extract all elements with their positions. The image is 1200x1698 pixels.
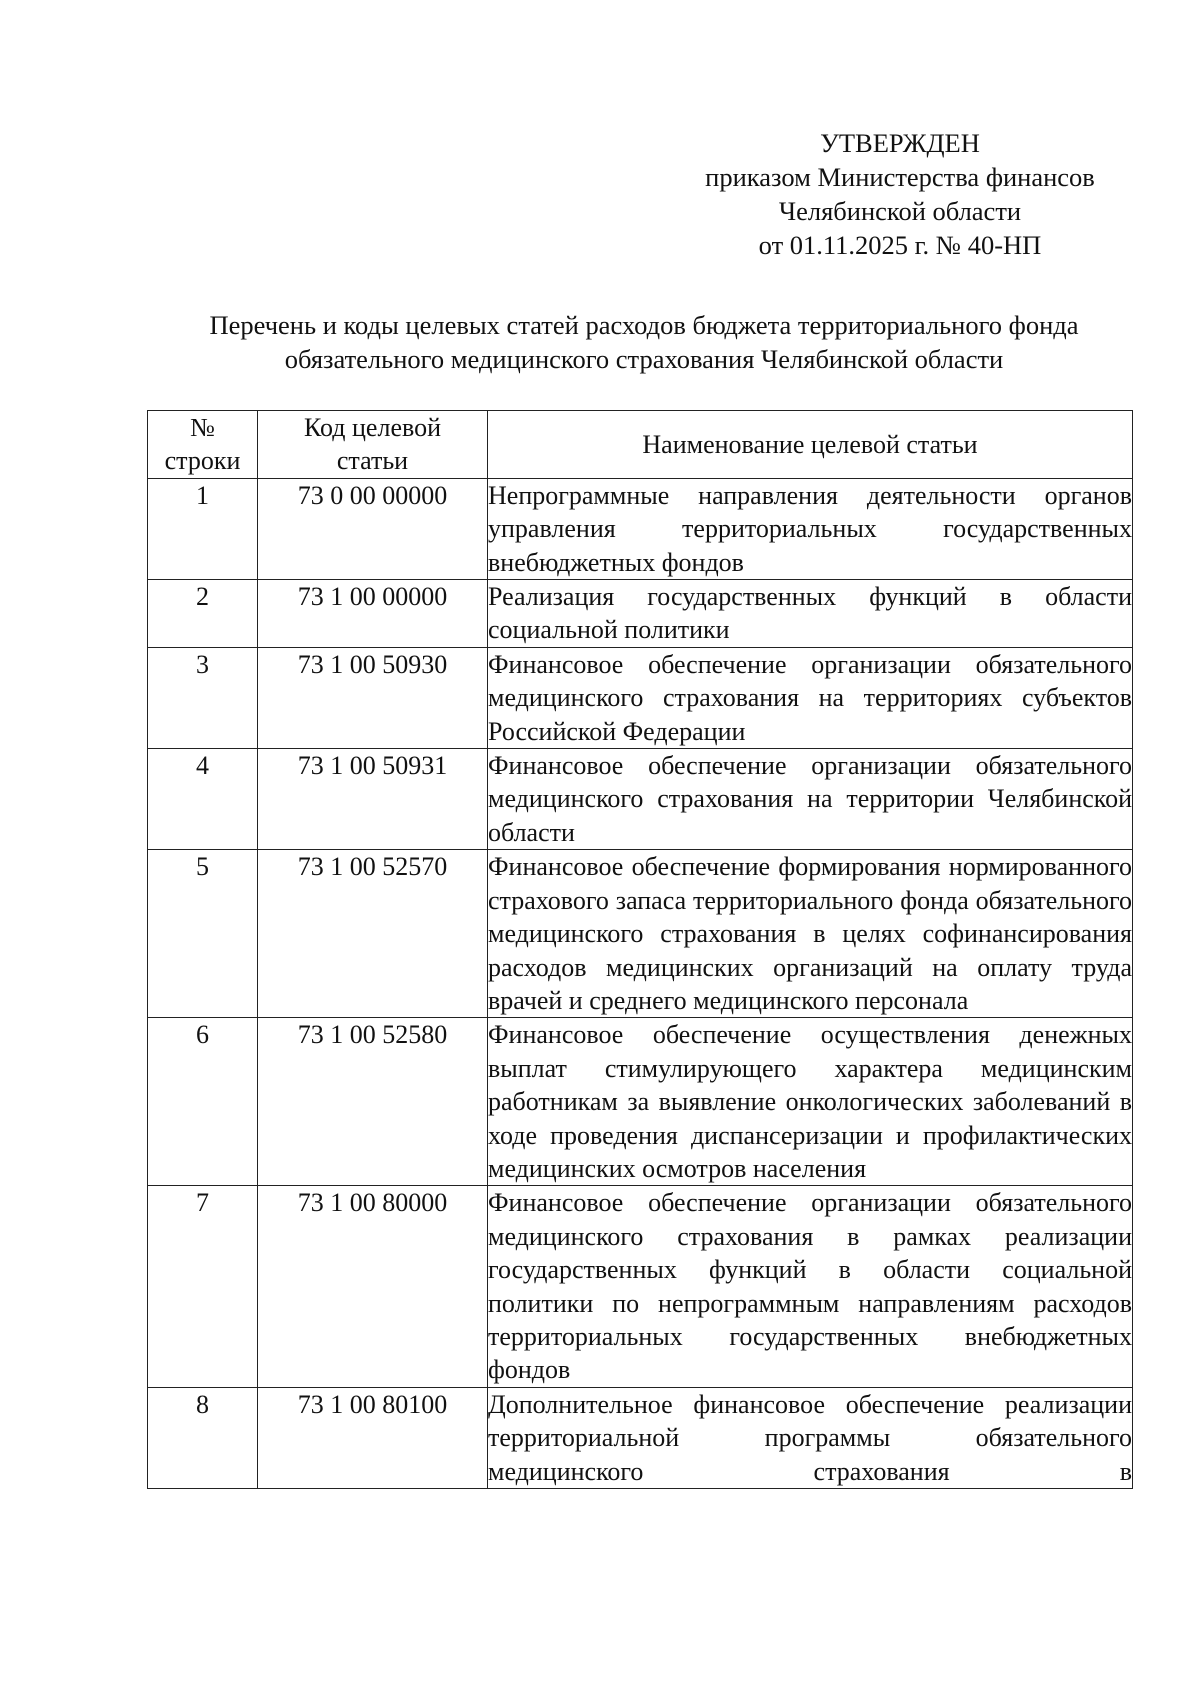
row-name: Финансовое обеспечение осуществления денежных выплат стимулирующего характера медицинским работникам за выявление онкологических заболеваний в ходе проведения диспансеризации и профилактических медицинских осмотров населения	[488, 1018, 1133, 1186]
header-row-number: № строки	[148, 411, 258, 479]
header-code: Код целевой статьи	[258, 411, 488, 479]
table-row	[148, 1387, 1133, 1488]
table-row	[148, 580, 1133, 648]
row-number: 2	[148, 580, 258, 648]
row-name: Реализация государственных функций в области социальной политики	[488, 580, 1133, 648]
row-number: 8	[148, 1387, 258, 1488]
row-name: Финансовое обеспечение формирования нормированного страхового запаса территориального фонда обязательного медицинского страхования в целях софинансирования расходов медицинских организаций на оплату труда врачей и среднего медицинского персонала	[488, 850, 1133, 1018]
approval-order-line: приказом Министерства финансов	[705, 162, 1095, 192]
row-number: 4	[148, 749, 258, 850]
row-code: 73 1 00 00000	[258, 580, 488, 648]
approval-heading: УТВЕРЖДЕН	[820, 128, 980, 158]
row-code: 73 1 00 50931	[258, 749, 488, 850]
row-code: 73 1 00 50930	[258, 647, 488, 748]
table-row	[148, 478, 1133, 579]
row-code: 73 1 00 80100	[258, 1387, 488, 1488]
row-number: 3	[148, 647, 258, 748]
table-row	[148, 1018, 1133, 1186]
row-code: 73 1 00 52570	[258, 850, 488, 1018]
row-code: 73 0 00 00000	[258, 478, 488, 579]
document-title	[120, 308, 1168, 376]
row-name: Финансовое обеспечение организации обязательного медицинского страхования на территориях субъектов Российской Федерации	[488, 647, 1133, 748]
row-name: Финансовое обеспечение организации обязательного медицинского страхования на территории Челябинской области	[488, 749, 1133, 850]
document-title-line-1: Перечень и коды целевых статей расходов бюджета территориального фонда	[209, 310, 1079, 340]
row-name: Дополнительное финансовое обеспечение реализации территориальной программы обязательного медицинского страхования в	[488, 1387, 1133, 1488]
row-number: 7	[148, 1186, 258, 1387]
row-name: Финансовое обеспечение организации обязательного медицинского страхования в рамках реализации государственных функций в области социальной политики по непрограммным направлениям расходов территориальных государственных внебюджетных фондов	[488, 1186, 1133, 1387]
approval-region-line: Челябинской области	[778, 196, 1022, 226]
document-title-line-2: обязательного медицинского страхования Челябинской области	[284, 344, 1004, 374]
table-row	[148, 647, 1133, 748]
header-name: Наименование целевой статьи	[488, 411, 1133, 479]
table-header-row	[148, 411, 1133, 479]
target-articles-table	[147, 410, 1133, 1489]
table-row	[148, 850, 1133, 1018]
row-name: Непрограммные направления деятельности органов управления территориальных государственных внебюджетных фондов	[488, 478, 1133, 579]
row-number: 1	[148, 478, 258, 579]
row-code: 73 1 00 52580	[258, 1018, 488, 1186]
row-number: 6	[148, 1018, 258, 1186]
table-row	[148, 749, 1133, 850]
row-number: 5	[148, 850, 258, 1018]
approval-date-line: от 01.11.2025 г. № 40-НП	[758, 230, 1042, 260]
row-code: 73 1 00 80000	[258, 1186, 488, 1387]
approval-stamp	[670, 126, 1130, 262]
table-row	[148, 1186, 1133, 1387]
